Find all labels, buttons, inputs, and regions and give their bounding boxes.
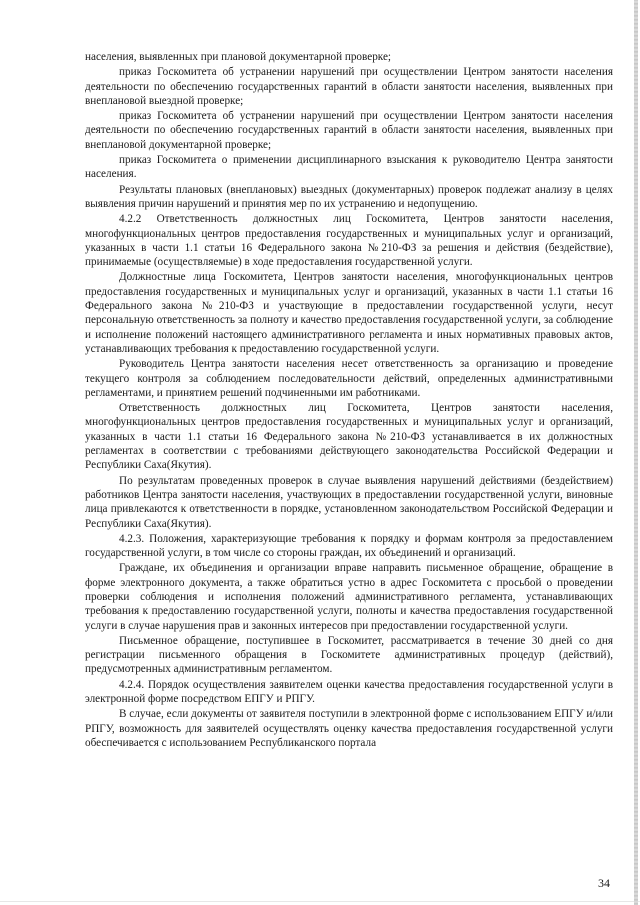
paragraph: Руководитель Центра занятости населения несет ответственность за организацию и проведение текущего контроля за соблюдением последовательности действий, определенных административными регламентами, и принятием решений подчиненными им работниками. — [85, 358, 613, 399]
scan-edge — [634, 0, 638, 905]
paragraph: приказ Госкомитета о применении дисциплинарного взыскания к руководителю Центра занятости населения. — [85, 154, 613, 181]
paragraph: Граждане, их объединения и организации вправе направить письменное обращение, обращение в форме электронного документа, а также обратиться устно в адрес Госкомитета с просьбой о проведении проверки соблюдения и исполнения положений административного регламента, устанавливающих требования к предоставлению государственной услуги, полноты и качества предоставления государственной услуги в случае нарушения прав и законных интересов при предоставлении государственной услуги. — [85, 562, 613, 632]
paragraph: В случае, если документы от заявителя поступили в электронной форме с использованием ЕПГУ и/или РПГУ, возможность для заявителей осуществлять оценку качества предоставления государственной услуги обеспечивается с использованием Республиканского портала — [85, 708, 613, 749]
document-body — [85, 50, 613, 751]
paragraph: Результаты плановых (внеплановых) выездных (документарных) проверок подлежат анализу в целях выявления причин нарушений и принятия мер по их устранению и недопущению. — [85, 183, 613, 210]
paragraph: Должностные лица Госкомитета, Центров занятости населения, многофункциональных центров предоставления государственных и муниципальных услуг и организаций, указанных в части 1.1 статьи 16 Федерального закона №210-ФЗ и участвующие в предоставлении государственной услуги, несут персональную ответственность за полноту и качество предоставления государственной услуги, за соблюдение и исполнение положений настоящего административного регламента и иных нормативных правовых актов, устанавливающих требования к предоставлению государственной услуги. — [85, 271, 613, 355]
paragraph: приказ Госкомитета об устранении нарушений при осуществлении Центром занятости населения деятельности по обеспечению государственных гарантий в области занятости населения, выявленных при внеплановой документарной проверке; — [85, 110, 613, 151]
paragraph: населения, выявленных при плановой документарной проверке; — [85, 51, 392, 63]
paragraph: приказ Госкомитета об устранении нарушений при осуществлении Центром занятости населения деятельности по обеспечению государственных гарантий в области занятости населения, выявленных при внеплановой выездной проверке; — [85, 66, 613, 107]
section-4-2-3-heading: 4.2.3. Положения, характеризующие требования к порядку и формам контроля за предоставлением государственной услуги, в том числе со стороны граждан, их объединений и организаций. — [85, 532, 613, 560]
section-4-2-4-heading: 4.2.4. Порядок осуществления заявителем оценки качества предоставления государственной услуги в электронной форме посредством ЕПГУ и РПГУ. — [85, 678, 613, 706]
paragraph: Письменное обращение, поступившее в Госкомитет, рассматривается в течение 30 дней со дня регистрации письменного обращения в Госкомитете административных процедур (действий), предусмотренных административным регламентом. — [85, 634, 613, 676]
paragraph: Ответственность должностных лиц Госкомитета, Центров занятости населения, многофункциональных центров предоставления государственных и муниципальных услуг и организаций, указанных в части 1.1 статьи 16 Федерального закона №210-ФЗ устанавливается в их должностных регламентах в соответствии с требованиями действующего законодательства Российской Федерации и Республики Саха(Якутия). — [85, 402, 613, 472]
scan-bottom-edge — [0, 901, 640, 902]
page-number: 34 — [598, 876, 610, 890]
paragraph: По результатам проведенных проверок в случае выявления нарушений действиями (бездействием) работников Центра занятости населения, участвующих в предоставлении государственной услуги, виновные лица привлекаются к ответственности в порядке, установленном законодательством Российской Федерации и Республики Саха(Якутия). — [85, 474, 613, 530]
section-4-2-2-heading: 4.2.2 Ответственность должностных лиц Госкомитета, Центров занятости населения, многофункциональных центров предоставления государственных и муниципальных услуг и организаций, указанных в части 1.1 статьи 16 Федерального закона №210-ФЗ за решения и действия (бездействие), принимаемые (осуществляемые) в ходе предоставления государственной услуги. — [85, 213, 613, 269]
